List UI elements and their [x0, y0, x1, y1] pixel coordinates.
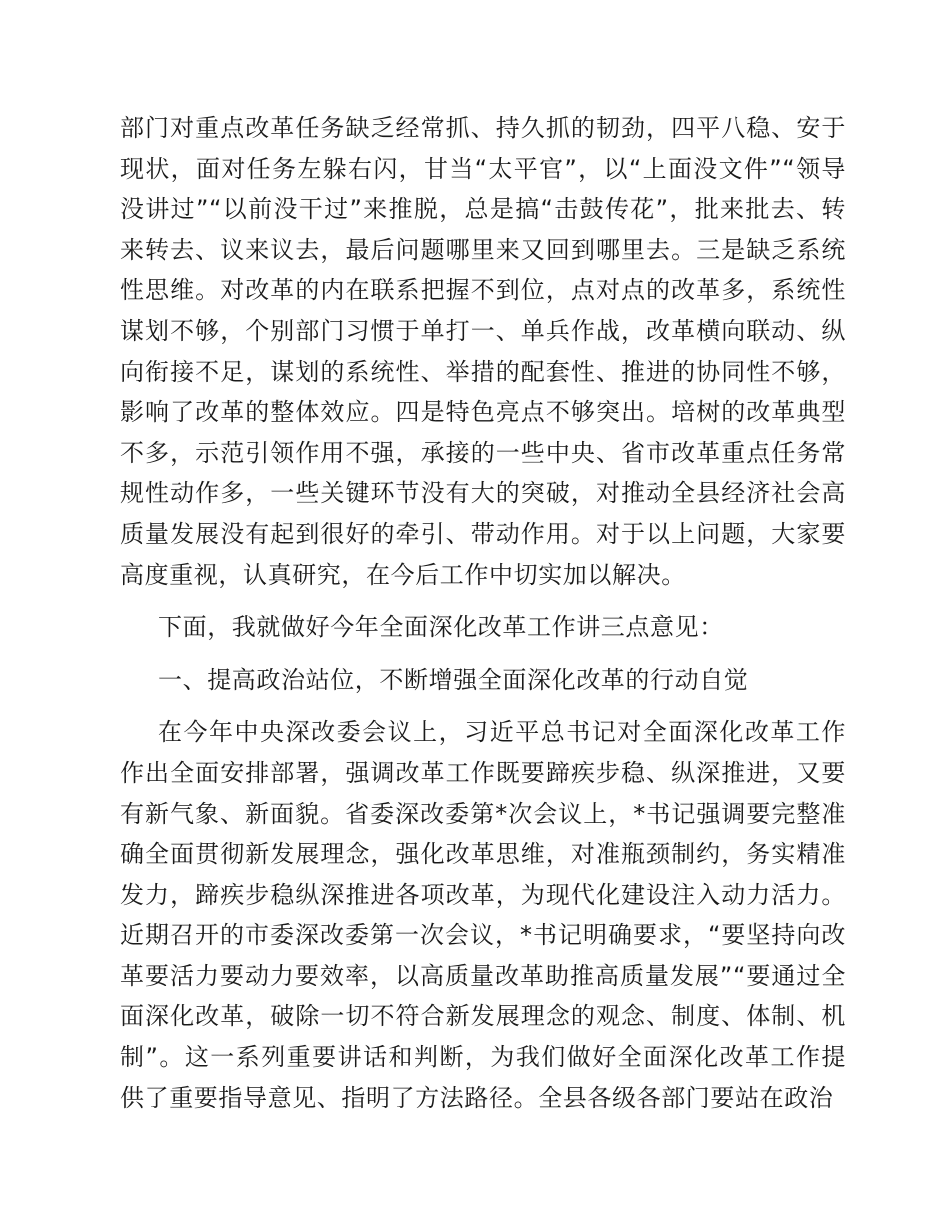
paragraph-continuation: 部门对重点改革任务缺乏经常抓、持久抓的韧劲，四平八稳、安于现状，面对任务左躲右闪，甘当“太平官”，以“上面没文件”“领导没讲过”“以前没干过”来推脱，总是搞“击鼓传花”，批来批去、转来转去、议来议去，最后问题哪里来又回到哪里去。三是缺乏系统性思维。对改革的内在联系把握不到位，点对点的改革多，系统性谋划不够，个别部门习惯于单打一、单兵作战，改革横向联动、纵向衔接不足，谋划的系统性、举措的配套性、推进的协同性不够，影响了改革的整体效应。四是特色亮点不够突出。培树的改革典型不多，示范引领作用不强，承接的一些中央、省市改革重点任务常规性动作多，一些关键环节没有大的突破，对推动全县经济社会高质量发展没有起到很好的牵引、带动作用。对于以上问题，大家要高度重视，认真研究，在今后工作中切实加以解决。	[120, 114, 846, 589]
paragraph-section-1-body: 在今年中央深改委会议上，习近平总书记对全面深化改革工作作出全面安排部署，强调改革工作既要蹄疾步稳、纵深推进，又要有新气象、新面貌。省委深改委第*次会议上，*书记强调要完整准确全面贯彻新发展理念，强化改革思维，对准瓶颈制约，务实精准发力，蹄疾步稳纵深推进各项改革，为现代化建设注入动力活力。近期召开的市委深改委第一次会议，*书记明确要求，“要坚持向改革要活力要动力要效率，以高质量改革助推高质量发展”“要通过全面深化改革，破除一切不符合新发展理念的观念、制度、体制、机制”。这一系列重要讲话和判断，为我们做好全面深化改革工作提供了重要指导意见、指明了方法路径。全县各级各部门要站在政治	[120, 718, 846, 1112]
section-heading-1: 一、提高政治站位，不断增强全面深化改革的行动自觉	[158, 665, 749, 694]
document-body	[120, 108, 846, 1118]
paragraph-intro-opinions: 下面，我就做好今年全面深化改革工作讲三点意见：	[158, 613, 724, 642]
